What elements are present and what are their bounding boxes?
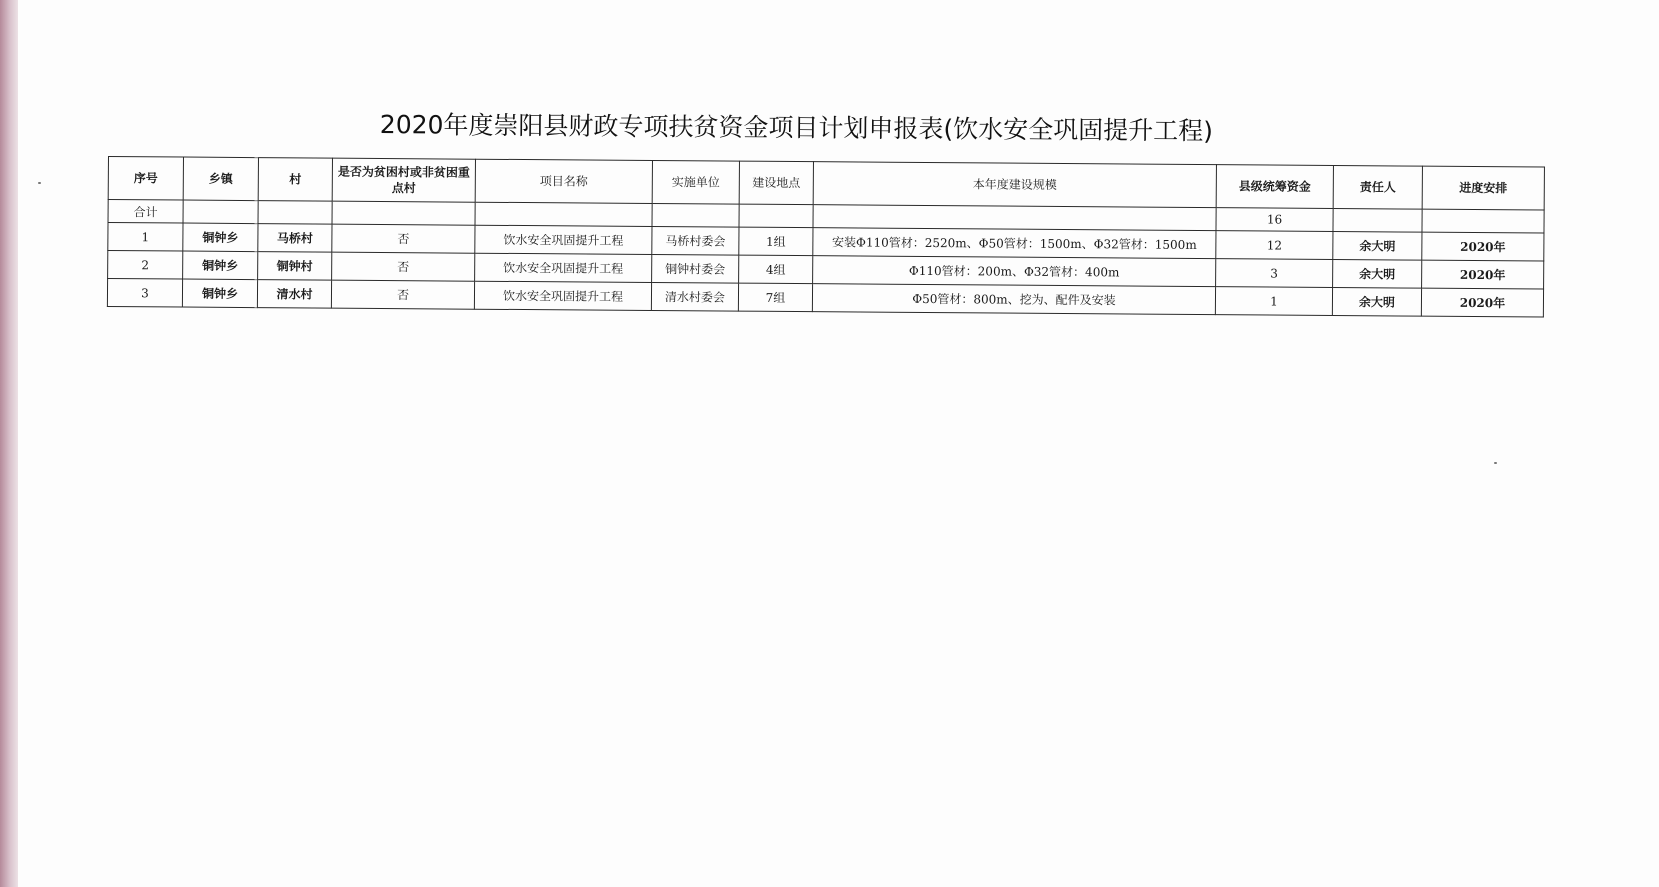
total-funds: 16 xyxy=(1216,208,1333,232)
project-plan-table xyxy=(107,156,1545,318)
cell-village: 清水村 xyxy=(257,280,331,309)
cell-location: 1组 xyxy=(739,227,813,256)
cell-unit: 铜钟村委会 xyxy=(652,254,739,283)
header-funds: 县级统筹资金 xyxy=(1216,165,1333,209)
cell-location: 4组 xyxy=(739,255,813,284)
cell-index: 3 xyxy=(107,279,182,308)
cell-scale: Φ110管材：200m、Φ32管材：400m xyxy=(813,256,1216,287)
header-person: 责任人 xyxy=(1333,165,1422,209)
cell-unit: 清水村委会 xyxy=(651,282,738,311)
cell-index: 1 xyxy=(108,223,183,252)
empty-cell xyxy=(1333,208,1422,232)
cell-is-poor: 否 xyxy=(332,224,475,253)
total-label: 合计 xyxy=(108,200,183,224)
cell-is-poor: 否 xyxy=(331,280,474,309)
empty-cell xyxy=(332,201,475,225)
cell-project: 饮水安全巩固提升工程 xyxy=(475,225,652,254)
cell-schedule: 2020年 xyxy=(1422,232,1544,261)
cell-township: 铜钟乡 xyxy=(183,251,258,280)
empty-cell xyxy=(813,205,1216,231)
cell-project: 饮水安全巩固提升工程 xyxy=(475,253,652,282)
cell-schedule: 2020年 xyxy=(1421,288,1543,317)
header-schedule: 进度安排 xyxy=(1422,166,1544,210)
cell-funds: 3 xyxy=(1216,259,1333,288)
scan-speck xyxy=(1494,462,1497,464)
cell-is-poor: 否 xyxy=(332,252,475,281)
cell-person: 余大明 xyxy=(1333,231,1422,260)
cell-location: 7组 xyxy=(738,283,812,312)
cell-unit: 马桥村委会 xyxy=(652,226,739,255)
cell-scale: Φ50管材：800m、挖为、配件及安装 xyxy=(812,284,1215,315)
header-township: 乡镇 xyxy=(183,157,258,201)
empty-cell xyxy=(183,200,258,224)
cell-scale: 安装Φ110管材：2520m、Φ50管材：1500m、Φ32管材：1500m xyxy=(813,228,1216,259)
header-unit: 实施单位 xyxy=(652,160,739,204)
cell-village: 马桥村 xyxy=(258,224,332,253)
cell-index: 2 xyxy=(108,251,183,280)
header-village: 村 xyxy=(258,158,332,202)
cell-schedule: 2020年 xyxy=(1422,260,1544,289)
cell-township: 铜钟乡 xyxy=(182,279,257,308)
empty-cell xyxy=(1422,209,1544,233)
document-title: 2020年度崇阳县财政专项扶贫资金项目计划申报表(饮水安全巩固提升工程) xyxy=(379,109,1214,146)
cell-person: 余大明 xyxy=(1333,259,1422,288)
header-scale: 本年度建设规模 xyxy=(813,162,1216,208)
cell-village: 铜钟村 xyxy=(258,252,332,281)
cell-funds: 1 xyxy=(1215,287,1332,316)
empty-cell xyxy=(652,203,739,227)
empty-cell xyxy=(739,204,813,228)
cell-township: 铜钟乡 xyxy=(183,223,258,252)
cell-person: 余大明 xyxy=(1332,287,1421,316)
cell-funds: 12 xyxy=(1216,231,1333,260)
scan-speck xyxy=(38,182,41,184)
header-is-poor: 是否为贫困村或非贫困重点村 xyxy=(332,158,475,202)
cell-project: 饮水安全巩固提升工程 xyxy=(474,281,651,310)
empty-cell xyxy=(258,201,332,225)
project-table-container xyxy=(107,156,1545,318)
empty-cell xyxy=(475,202,652,226)
header-project: 项目名称 xyxy=(475,159,652,203)
header-location: 建设地点 xyxy=(739,161,813,205)
header-index: 序号 xyxy=(108,157,183,201)
